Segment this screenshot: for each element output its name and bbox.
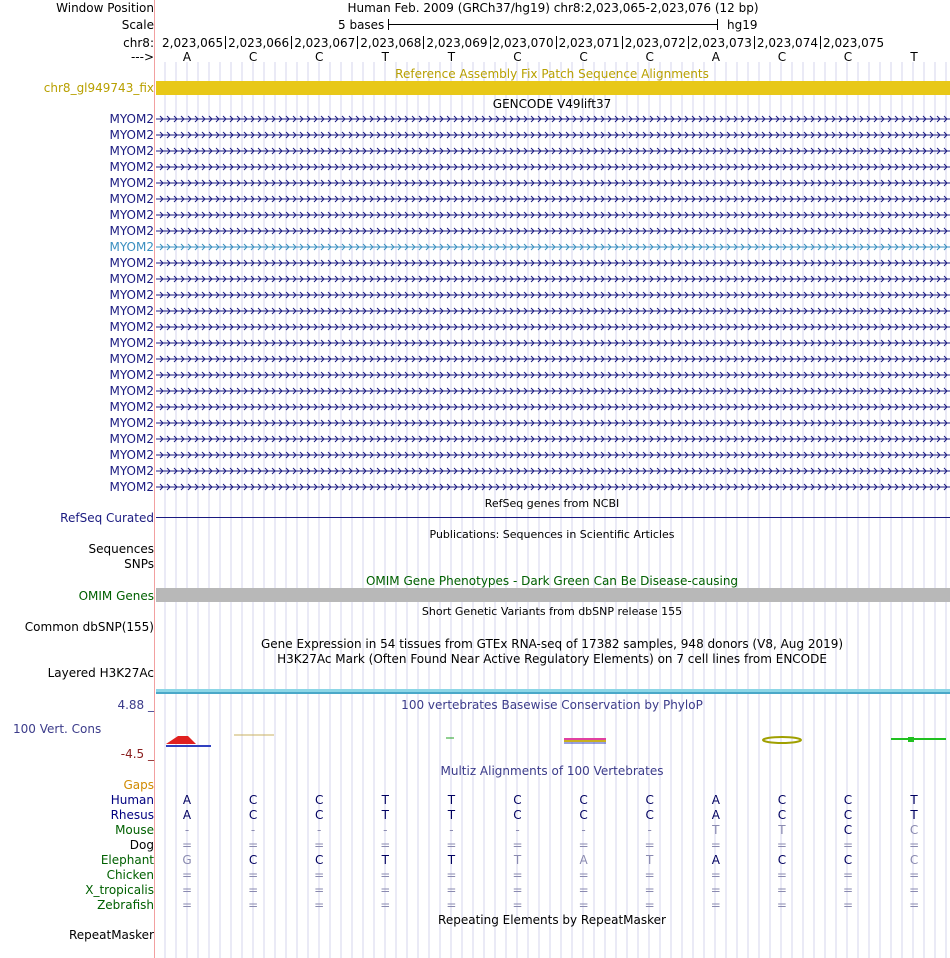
aligned-base: T — [447, 808, 456, 822]
aligned-base: T — [778, 823, 786, 837]
aligned-base: = — [578, 868, 589, 882]
aligned-base: = — [248, 898, 259, 912]
phylop-label[interactable]: 100 Vert. Cons — [13, 722, 102, 736]
position-tick-label: 2,023,071 — [558, 36, 620, 50]
species-label[interactable]: Human — [110, 793, 154, 807]
position-tick-label: 2,023,066 — [228, 36, 290, 50]
phylop-signal[interactable] — [156, 728, 950, 750]
aligned-base: - — [647, 823, 652, 837]
gencode-transcript[interactable] — [156, 322, 950, 332]
gencode-gene-label[interactable]: MYOM2 — [109, 208, 154, 222]
gencode-transcript[interactable] — [156, 258, 950, 268]
window-position-label: Window Position — [56, 1, 154, 15]
reference-base: C — [579, 50, 588, 64]
gencode-gene-label[interactable]: MYOM2 — [109, 352, 154, 366]
aligned-base: = — [842, 868, 854, 882]
position-tick — [423, 36, 424, 49]
aligned-base: = — [644, 883, 655, 897]
gencode-transcript[interactable] — [156, 242, 950, 252]
position-tick-label: 2,023,072 — [624, 36, 686, 50]
aligned-base: C — [248, 808, 258, 822]
aligned-base: = — [776, 868, 787, 882]
position-tick-label: 2,023,073 — [690, 36, 752, 50]
assembly-position-title: Human Feb. 2009 (GRCh37/hg19) chr8:2,023,065-2,023,076 (12 bp) — [347, 1, 759, 15]
aligned-base: T — [381, 793, 389, 807]
gencode-transcript[interactable] — [156, 338, 950, 348]
position-tick-label: 2,023,065 — [162, 36, 224, 50]
fix-patch-title: Reference Assembly Fix Patch Sequence Alignments — [395, 67, 709, 81]
gencode-gene-label[interactable]: MYOM2 — [109, 288, 154, 302]
position-tick-label: 2,023,068 — [360, 36, 422, 50]
publications-title: Publications: Sequences in Scientific Articles — [429, 528, 675, 541]
gencode-transcript[interactable] — [156, 450, 950, 460]
gencode-transcript[interactable] — [156, 418, 950, 428]
aligned-base: = — [380, 838, 391, 852]
aligned-base: - — [317, 823, 322, 837]
position-tick — [357, 36, 358, 49]
label-divider — [154, 0, 155, 958]
aligned-base: = — [248, 838, 259, 852]
aligned-base: C — [843, 808, 853, 822]
species-label[interactable]: Zebrafish — [97, 898, 154, 912]
gencode-transcript[interactable] — [156, 466, 950, 476]
aligned-base: = — [578, 838, 589, 852]
gencode-gene-label[interactable]: MYOM2 — [109, 256, 154, 270]
scale-bar-left-tick — [388, 19, 389, 30]
aligned-base: T — [447, 793, 456, 807]
aligned-base: A — [711, 793, 720, 807]
refseq-line[interactable] — [156, 517, 950, 518]
phylop-max: 4.88 _ — [117, 698, 154, 712]
aligned-base: - — [184, 823, 190, 837]
dbsnp-label[interactable]: Common dbSNP(155) — [24, 620, 154, 634]
aligned-base: = — [842, 898, 854, 912]
gtex-title: Gene Expression in 54 tissues from GTEx RNA-seq of 17382 samples, 948 donors (V8, Aug 2019) — [260, 637, 844, 651]
aligned-base: = — [248, 883, 259, 897]
strand-label: ---> — [130, 50, 154, 64]
reference-base: C — [645, 50, 654, 64]
scale-text: 5 bases — [338, 18, 385, 32]
aligned-base: C — [777, 793, 787, 807]
position-tick — [820, 36, 821, 49]
position-tick — [622, 36, 623, 49]
dbsnp-title: Short Genetic Variants from dbSNP release 155 — [421, 605, 683, 618]
aligned-base: = — [909, 883, 920, 897]
gencode-gene-label[interactable]: MYOM2 — [109, 128, 154, 142]
gencode-gene-label[interactable]: MYOM2 — [109, 432, 154, 446]
position-tick — [291, 36, 292, 49]
gencode-gene-label[interactable]: MYOM2 — [109, 160, 154, 174]
reference-base: A — [711, 50, 720, 64]
aligned-base: = — [578, 883, 589, 897]
reference-base: T — [381, 50, 389, 64]
reference-base: C — [777, 50, 787, 64]
gencode-transcript[interactable] — [156, 274, 950, 284]
position-tick-label: 2,023,070 — [492, 36, 554, 50]
aligned-base: = — [181, 898, 193, 912]
position-tick-label: 2,023,074 — [756, 36, 818, 50]
aligned-base: A — [579, 853, 588, 867]
aligned-base: = — [710, 883, 721, 897]
aligned-base: = — [644, 868, 655, 882]
gencode-gene-label[interactable]: MYOM2 — [109, 464, 154, 478]
gencode-transcript[interactable] — [156, 290, 950, 300]
aligned-base: = — [512, 868, 523, 882]
aligned-base: = — [380, 883, 391, 897]
aligned-base: - — [383, 823, 388, 837]
multiz-title: Multiz Alignments of 100 Vertebrates — [440, 764, 664, 778]
aligned-base: = — [446, 838, 457, 852]
aligned-base: C — [314, 808, 324, 822]
aligned-base: T — [513, 853, 522, 867]
aligned-base: A — [182, 808, 192, 822]
gencode-gene-label[interactable]: MYOM2 — [109, 416, 154, 430]
aligned-base: - — [250, 823, 256, 837]
aligned-base: = — [909, 868, 920, 882]
omim-bar[interactable] — [156, 588, 950, 602]
aligned-base: T — [447, 853, 456, 867]
phylop-min: -4.5 _ — [120, 747, 154, 761]
gencode-transcript[interactable] — [156, 114, 950, 124]
gencode-transcript[interactable] — [156, 210, 950, 220]
aligned-base: = — [380, 868, 391, 882]
gaps-label[interactable]: Gaps — [123, 778, 154, 792]
aligned-base: A — [711, 808, 720, 822]
aligned-base: C — [645, 808, 654, 822]
aligned-base: - — [581, 823, 586, 837]
aligned-base: - — [449, 823, 454, 837]
aligned-base: C — [909, 823, 919, 837]
position-tick — [490, 36, 491, 49]
aligned-base: G — [182, 853, 192, 867]
aligned-base: T — [910, 793, 918, 807]
aligned-base: = — [578, 898, 589, 912]
aligned-base: C — [248, 793, 258, 807]
aligned-base: = — [446, 898, 457, 912]
aligned-base: = — [909, 838, 920, 852]
aligned-base: = — [512, 883, 523, 897]
omim-label[interactable]: OMIM Genes — [78, 589, 154, 603]
reference-base: C — [314, 50, 324, 64]
gencode-gene-label[interactable]: MYOM2 — [109, 112, 154, 126]
gencode-transcript[interactable] — [156, 354, 950, 364]
aligned-base: C — [314, 853, 324, 867]
aligned-base: A — [182, 793, 192, 807]
aligned-base: = — [314, 838, 325, 852]
aligned-base: = — [314, 868, 325, 882]
aligned-base: C — [579, 793, 588, 807]
species-label[interactable]: Chicken — [106, 868, 154, 882]
gencode-gene-label[interactable]: MYOM2 — [109, 192, 154, 206]
gencode-gene-label[interactable]: MYOM2 — [109, 336, 154, 350]
refseq-label[interactable]: RefSeq Curated — [60, 511, 154, 525]
gencode-transcript[interactable] — [156, 370, 950, 380]
h3k27ac-label[interactable]: Layered H3K27Ac — [47, 666, 154, 680]
gencode-transcript[interactable] — [156, 194, 950, 204]
aligned-base: = — [380, 898, 391, 912]
reference-base: C — [513, 50, 522, 64]
phylop-title: 100 vertebrates Basewise Conservation by PhyloP — [401, 698, 703, 712]
scale-db: hg19 — [727, 18, 758, 32]
position-tick-label: 2,023,075 — [823, 36, 885, 50]
aligned-base: C — [777, 853, 787, 867]
aligned-base: = — [181, 838, 193, 852]
repeatmasker-label[interactable]: RepeatMasker — [68, 928, 154, 942]
aligned-base: = — [314, 883, 325, 897]
h3k27ac-title: H3K27Ac Mark (Often Found Near Active Regulatory Elements) on 7 cell lines from ENCODE — [277, 652, 827, 666]
aligned-base: = — [248, 868, 259, 882]
gencode-transcript[interactable] — [156, 434, 950, 444]
aligned-base: = — [314, 898, 325, 912]
position-tick — [688, 36, 689, 49]
species-label[interactable]: Mouse — [115, 823, 154, 837]
aligned-base: T — [712, 823, 720, 837]
gencode-gene-label[interactable]: MYOM2 — [109, 144, 154, 158]
aligned-base: = — [512, 898, 523, 912]
aligned-base: = — [710, 838, 721, 852]
species-label[interactable]: X_tropicalis — [85, 883, 154, 897]
aligned-base: = — [446, 868, 457, 882]
aligned-base: C — [513, 793, 522, 807]
aligned-base: A — [711, 853, 720, 867]
fix-patch-label[interactable]: chr8_gl949743_fix — [43, 81, 154, 95]
reference-base: T — [447, 50, 456, 64]
position-tick — [556, 36, 557, 49]
aligned-base: C — [645, 793, 654, 807]
species-label[interactable]: Elephant — [100, 853, 154, 867]
gencode-gene-label[interactable]: MYOM2 — [109, 240, 154, 254]
aligned-base: T — [381, 808, 389, 822]
gencode-title: GENCODE V49lift37 — [492, 97, 612, 111]
aligned-base: = — [181, 868, 193, 882]
scale-bar — [388, 24, 718, 25]
publications-sequences-label[interactable]: Sequences — [88, 542, 154, 556]
reference-base: C — [248, 50, 258, 64]
aligned-base: = — [842, 838, 854, 852]
gencode-gene-label[interactable]: MYOM2 — [109, 448, 154, 462]
aligned-base: = — [776, 898, 787, 912]
aligned-base: = — [181, 883, 193, 897]
reference-base: A — [182, 50, 192, 64]
gencode-gene-label[interactable]: MYOM2 — [109, 320, 154, 334]
aligned-base: C — [843, 853, 853, 867]
publications-snps-label[interactable]: SNPs — [124, 557, 154, 571]
aligned-base: C — [248, 853, 258, 867]
aligned-base: = — [909, 898, 920, 912]
gencode-transcript[interactable] — [156, 178, 950, 188]
gencode-transcript[interactable] — [156, 306, 950, 316]
reference-base: C — [843, 50, 853, 64]
position-tick — [754, 36, 755, 49]
aligned-base: C — [843, 823, 853, 837]
gencode-transcript[interactable] — [156, 402, 950, 412]
gencode-transcript[interactable] — [156, 226, 950, 236]
aligned-base: C — [909, 853, 919, 867]
position-tick — [225, 36, 226, 49]
aligned-base: = — [776, 883, 787, 897]
aligned-base: C — [843, 793, 853, 807]
reference-base: T — [910, 50, 918, 64]
fix-patch-bar[interactable] — [156, 81, 950, 95]
aligned-base: C — [513, 808, 522, 822]
omim-title: OMIM Gene Phenotypes - Dark Green Can Be Disease-causing — [365, 574, 739, 588]
aligned-base: = — [710, 868, 721, 882]
aligned-base: C — [314, 793, 324, 807]
scale-label: Scale — [121, 18, 154, 32]
gencode-transcript[interactable] — [156, 162, 950, 172]
position-tick-label: 2,023,069 — [426, 36, 488, 50]
aligned-base: - — [515, 823, 520, 837]
aligned-base: T — [381, 853, 389, 867]
gencode-transcript[interactable] — [156, 386, 950, 396]
aligned-base: C — [777, 808, 787, 822]
aligned-base: = — [446, 883, 457, 897]
aligned-base: = — [776, 838, 787, 852]
aligned-base: C — [579, 808, 588, 822]
refseq-title: RefSeq genes from NCBI — [484, 497, 620, 510]
gencode-transcript[interactable] — [156, 130, 950, 140]
gencode-gene-label[interactable]: MYOM2 — [109, 480, 154, 494]
gencode-gene-label[interactable]: MYOM2 — [109, 224, 154, 238]
gencode-gene-label[interactable]: MYOM2 — [109, 176, 154, 190]
repeatmasker-title: Repeating Elements by RepeatMasker — [438, 913, 666, 927]
gencode-gene-label[interactable]: MYOM2 — [109, 272, 154, 286]
chrom-label: chr8: — [123, 36, 154, 50]
scale-bar-right-tick — [717, 19, 718, 30]
gencode-gene-label[interactable]: MYOM2 — [109, 368, 154, 382]
aligned-base: = — [644, 898, 655, 912]
position-tick-label: 2,023,067 — [294, 36, 356, 50]
aligned-base: = — [710, 898, 721, 912]
aligned-base: = — [842, 883, 854, 897]
gencode-transcript[interactable] — [156, 482, 950, 492]
gencode-transcript[interactable] — [156, 146, 950, 156]
species-label[interactable]: Dog — [129, 838, 154, 852]
species-label[interactable]: Rhesus — [110, 808, 154, 822]
gencode-gene-label[interactable]: MYOM2 — [109, 400, 154, 414]
aligned-base: T — [910, 808, 918, 822]
aligned-base: = — [512, 838, 523, 852]
gencode-gene-label[interactable]: MYOM2 — [109, 384, 154, 398]
aligned-base: T — [646, 853, 654, 867]
h3k27ac-signal-edge — [156, 692, 950, 694]
aligned-base: = — [644, 838, 655, 852]
gencode-gene-label[interactable]: MYOM2 — [109, 304, 154, 318]
